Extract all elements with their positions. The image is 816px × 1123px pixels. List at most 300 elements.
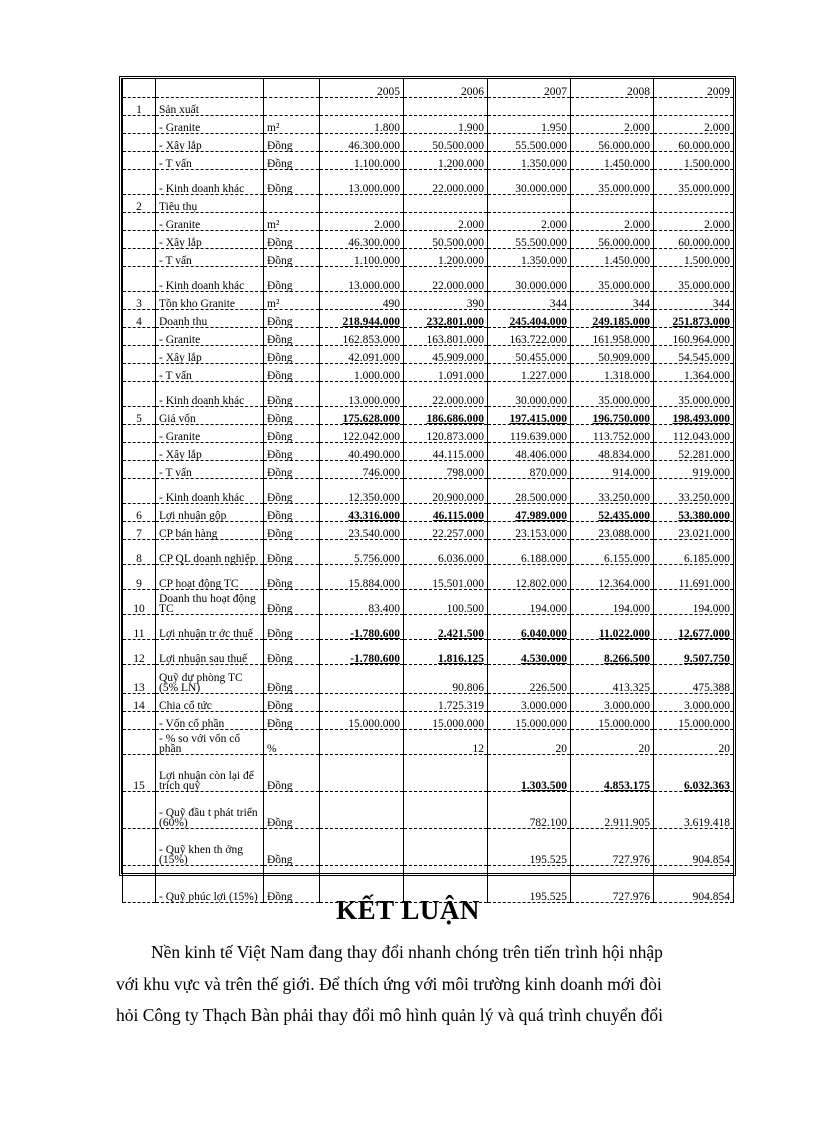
- row-unit-cell: Đồng: [264, 443, 320, 461]
- value-cell: 249.185.000: [571, 310, 654, 328]
- row-label-cell: - Kinh doanh khác: [156, 170, 264, 195]
- row-label-cell: - Vốn cổ phần: [156, 712, 264, 730]
- table-row: [123, 328, 734, 346]
- table-row: [123, 590, 734, 615]
- value-cell: 9.507.750: [654, 640, 734, 665]
- row-label-cell: - Xây lắp: [156, 346, 264, 364]
- value-cell: 2.000: [320, 213, 404, 231]
- row-unit-cell: Đồng: [264, 522, 320, 540]
- row-number-cell: 5: [123, 407, 156, 425]
- row-number-cell: 14: [123, 694, 156, 712]
- value-cell: 22.000.000: [404, 382, 488, 407]
- row-number-cell: 11: [123, 615, 156, 640]
- header-row: [123, 79, 734, 98]
- value-cell: 113.752.000: [571, 425, 654, 443]
- row-label-cell: Lợi nhuận còn lại để trích quỹ: [156, 755, 264, 792]
- value-cell: 23.540.000: [320, 522, 404, 540]
- row-number-cell: [123, 792, 156, 829]
- value-cell: 782.100: [488, 792, 571, 829]
- financial-table: [122, 79, 734, 903]
- value-cell: 1.350.000: [488, 152, 571, 170]
- table-row: [123, 792, 734, 829]
- value-cell: 175.628.000: [320, 407, 404, 425]
- value-cell: 197.415.000: [488, 407, 571, 425]
- row-label-cell: - Kinh doanh khác: [156, 479, 264, 504]
- value-cell: 232.801.000: [404, 310, 488, 328]
- value-cell: 30.000.000: [488, 267, 571, 292]
- value-cell: 163.801.000: [404, 328, 488, 346]
- table-row: [123, 425, 734, 443]
- value-cell: 35.000.000: [571, 382, 654, 407]
- value-cell: 2.000: [571, 116, 654, 134]
- value-cell: [488, 195, 571, 213]
- value-cell: 475.388: [654, 665, 734, 694]
- value-cell: 6.155.000: [571, 540, 654, 565]
- value-cell: 30.000.000: [488, 170, 571, 195]
- row-unit-cell: Đồng: [264, 755, 320, 792]
- row-label-cell: CP hoạt động TC: [156, 565, 264, 590]
- row-unit-cell: Đồng: [264, 267, 320, 292]
- value-cell: 162.853.000: [320, 328, 404, 346]
- value-cell: [320, 829, 404, 866]
- row-label-cell: Chia cổ tức: [156, 694, 264, 712]
- value-cell: 120.873.000: [404, 425, 488, 443]
- value-cell: 1.350.000: [488, 249, 571, 267]
- value-cell: 2.000: [404, 213, 488, 231]
- value-cell: 1.318.000: [571, 364, 654, 382]
- value-cell: 15.000.000: [404, 712, 488, 730]
- table-row: [123, 310, 734, 328]
- row-label-cell: - Kinh doanh khác: [156, 267, 264, 292]
- value-cell: 226.500: [488, 665, 571, 694]
- row-label-cell: - T vấn: [156, 152, 264, 170]
- financial-table-frame: [119, 76, 736, 903]
- value-cell: 1.500.000: [654, 152, 734, 170]
- header-label-cell: [156, 79, 264, 98]
- value-cell: 45.909.000: [404, 346, 488, 364]
- row-label-cell: - Xây lắp: [156, 231, 264, 249]
- value-cell: 3.000.000: [654, 694, 734, 712]
- value-cell: 122.042.000: [320, 425, 404, 443]
- value-cell: 55.500.000: [488, 134, 571, 152]
- table-row: [123, 116, 734, 134]
- value-cell: 13.000.000: [320, 267, 404, 292]
- value-cell: 60.000.000: [654, 231, 734, 249]
- row-number-cell: 15: [123, 755, 156, 792]
- row-label-cell: - Quỹ đầu t phát triển (60%): [156, 792, 264, 829]
- row-unit-cell: Đồng: [264, 590, 320, 615]
- row-unit-cell: Đồng: [264, 134, 320, 152]
- row-unit-cell: Đồng: [264, 615, 320, 640]
- row-label-cell: Lợi nhuận sau thuế: [156, 640, 264, 665]
- value-cell: 194.000: [488, 590, 571, 615]
- value-cell: 5.756.000: [320, 540, 404, 565]
- value-cell: 56.000.000: [571, 231, 654, 249]
- row-number-cell: [123, 116, 156, 134]
- value-cell: 1.100.000: [320, 249, 404, 267]
- row-number-cell: [123, 425, 156, 443]
- value-cell: 245.404.000: [488, 310, 571, 328]
- value-cell: 2.000: [488, 213, 571, 231]
- value-cell: 6.185.000: [654, 540, 734, 565]
- year-header: 2005: [320, 79, 404, 98]
- value-cell: 56.000.000: [571, 134, 654, 152]
- value-cell: 46.115.000: [404, 504, 488, 522]
- row-number-cell: [123, 213, 156, 231]
- row-number-cell: 13: [123, 665, 156, 694]
- value-cell: 28.500.000: [488, 479, 571, 504]
- row-number-cell: [123, 479, 156, 504]
- value-cell: -1.780.600: [320, 640, 404, 665]
- table-row: [123, 134, 734, 152]
- row-number-cell: 10: [123, 590, 156, 615]
- table-row: [123, 213, 734, 231]
- value-cell: 11.691.000: [654, 565, 734, 590]
- row-unit-cell: Đồng: [264, 310, 320, 328]
- row-number-cell: [123, 364, 156, 382]
- value-cell: 15.000.000: [488, 712, 571, 730]
- row-unit-cell: Đồng: [264, 665, 320, 694]
- conclusion-title: KẾT LUẬN: [336, 895, 480, 925]
- row-label-cell: Doanh thu hoạt động TC: [156, 590, 264, 615]
- value-cell: 35.000.000: [571, 267, 654, 292]
- paragraph-line: với khu vực và trên thế giới. Để thích ứng với môi trường kinh doanh mới đòi: [116, 973, 662, 994]
- value-cell: 198.493.000: [654, 407, 734, 425]
- table-row: [123, 461, 734, 479]
- row-number-cell: [123, 443, 156, 461]
- row-unit-cell: Đồng: [264, 382, 320, 407]
- row-label-cell: CP bán hàng: [156, 522, 264, 540]
- value-cell: 12.677.000: [654, 615, 734, 640]
- table-row: [123, 364, 734, 382]
- table-row: [123, 755, 734, 792]
- value-cell: 344: [571, 292, 654, 310]
- value-cell: 12: [404, 730, 488, 755]
- row-label-cell: - Granite: [156, 213, 264, 231]
- value-cell: 15.000.000: [654, 712, 734, 730]
- row-number-cell: 2: [123, 195, 156, 213]
- row-label-cell: Lợi nhuận tr ớc thuế: [156, 615, 264, 640]
- table-row: [123, 522, 734, 540]
- value-cell: 6.036.000: [404, 540, 488, 565]
- value-cell: 46.300.000: [320, 231, 404, 249]
- row-unit-cell: Đồng: [264, 461, 320, 479]
- value-cell: 54.545.000: [654, 346, 734, 364]
- table-row: [123, 665, 734, 694]
- row-label-cell: - T vấn: [156, 461, 264, 479]
- value-cell: 23.153.000: [488, 522, 571, 540]
- value-cell: 50.500.000: [404, 134, 488, 152]
- value-cell: [654, 195, 734, 213]
- value-cell: [571, 195, 654, 213]
- table-row: [123, 267, 734, 292]
- row-number-cell: 4: [123, 310, 156, 328]
- value-cell: 50.455.000: [488, 346, 571, 364]
- value-cell: 2.000: [654, 116, 734, 134]
- value-cell: 1.100.000: [320, 152, 404, 170]
- value-cell: [320, 694, 404, 712]
- value-cell: 90.806: [404, 665, 488, 694]
- row-label-cell: Quỹ dự phòng TC (5% LN): [156, 665, 264, 694]
- value-cell: 15.000.000: [320, 712, 404, 730]
- value-cell: 40.490.000: [320, 443, 404, 461]
- value-cell: 344: [488, 292, 571, 310]
- value-cell: 48.834.000: [571, 443, 654, 461]
- table-row: [123, 829, 734, 866]
- table-row: [123, 382, 734, 407]
- value-cell: 43.316.000: [320, 504, 404, 522]
- value-cell: 15.884.000: [320, 565, 404, 590]
- value-cell: 1.725.319: [404, 694, 488, 712]
- value-cell: [404, 195, 488, 213]
- value-cell: 160.964.000: [654, 328, 734, 346]
- paragraph-line: hỏi Công ty Thạch Bàn phải thay đổi mô hình quản lý và quá trình chuyển đổi: [116, 1005, 663, 1025]
- row-label-cell: - T vấn: [156, 364, 264, 382]
- row-label-cell: - Quỹ phúc lợi (15%): [156, 866, 264, 903]
- value-cell: 53.380.000: [654, 504, 734, 522]
- table-row: [123, 712, 734, 730]
- value-cell: 1.450.000: [571, 249, 654, 267]
- table-row: [123, 292, 734, 310]
- table-row: [123, 730, 734, 755]
- row-unit-cell: [264, 195, 320, 213]
- value-cell: 4.853.175: [571, 755, 654, 792]
- table-row: [123, 231, 734, 249]
- row-unit-cell: Đồng: [264, 565, 320, 590]
- value-cell: [320, 195, 404, 213]
- value-cell: 35.000.000: [571, 170, 654, 195]
- table-row: [123, 346, 734, 364]
- row-unit-cell: Đồng: [264, 364, 320, 382]
- row-unit-cell: Đồng: [264, 792, 320, 829]
- value-cell: 83.400: [320, 590, 404, 615]
- table-row: [123, 504, 734, 522]
- row-label-cell: Lợi nhuận gộp: [156, 504, 264, 522]
- value-cell: 1.816.125: [404, 640, 488, 665]
- row-label-cell: - Xây lắp: [156, 134, 264, 152]
- value-cell: [404, 98, 488, 116]
- value-cell: 186.686.000: [404, 407, 488, 425]
- value-cell: 20: [571, 730, 654, 755]
- row-unit-cell: m²: [264, 292, 320, 310]
- value-cell: 15.501.000: [404, 565, 488, 590]
- value-cell: 48.406.000: [488, 443, 571, 461]
- row-unit-cell: Đồng: [264, 328, 320, 346]
- row-label-cell: Tiêu thụ: [156, 195, 264, 213]
- row-label-cell: - Quỹ khen th ởng (15%): [156, 829, 264, 866]
- row-unit-cell: %: [264, 730, 320, 755]
- value-cell: 1.900: [404, 116, 488, 134]
- value-cell: 390: [404, 292, 488, 310]
- value-cell: [488, 98, 571, 116]
- value-cell: 2.000: [571, 213, 654, 231]
- value-cell: 23.088.000: [571, 522, 654, 540]
- value-cell: 1.950: [488, 116, 571, 134]
- value-cell: 870.000: [488, 461, 571, 479]
- row-number-cell: 9: [123, 565, 156, 590]
- row-label-cell: - T vấn: [156, 249, 264, 267]
- row-unit-cell: Đồng: [264, 866, 320, 903]
- value-cell: 746.000: [320, 461, 404, 479]
- value-cell: 15.000.000: [571, 712, 654, 730]
- table-row: [123, 694, 734, 712]
- value-cell: 11.022.000: [571, 615, 654, 640]
- row-unit-cell: Đồng: [264, 170, 320, 195]
- value-cell: 3.000.000: [571, 694, 654, 712]
- value-cell: 22.000.000: [404, 267, 488, 292]
- value-cell: 44.115.000: [404, 443, 488, 461]
- year-header: 2007: [488, 79, 571, 98]
- value-cell: 13.000.000: [320, 170, 404, 195]
- table-row: [123, 195, 734, 213]
- value-cell: 2.000: [654, 213, 734, 231]
- value-cell: 1.303.500: [488, 755, 571, 792]
- value-cell: 12.364.000: [571, 565, 654, 590]
- value-cell: 35.000.000: [654, 267, 734, 292]
- row-number-cell: [123, 346, 156, 364]
- row-unit-cell: [264, 98, 320, 116]
- value-cell: [320, 755, 404, 792]
- row-number-cell: [123, 712, 156, 730]
- value-cell: [654, 98, 734, 116]
- row-number-cell: 12: [123, 640, 156, 665]
- value-cell: 20.900.000: [404, 479, 488, 504]
- value-cell: 35.000.000: [654, 382, 734, 407]
- row-number-cell: [123, 134, 156, 152]
- value-cell: 1.450.000: [571, 152, 654, 170]
- value-cell: 22.257.000: [404, 522, 488, 540]
- row-number-cell: [123, 730, 156, 755]
- value-cell: 22.000.000: [404, 170, 488, 195]
- value-cell: -1.780.600: [320, 615, 404, 640]
- value-cell: 344: [654, 292, 734, 310]
- row-label-cell: CP QL doanh nghiệp: [156, 540, 264, 565]
- value-cell: 112.043.000: [654, 425, 734, 443]
- table-row: [123, 249, 734, 267]
- row-number-cell: 6: [123, 504, 156, 522]
- value-cell: [404, 755, 488, 792]
- table-row: [123, 407, 734, 425]
- row-label-cell: - Xây lắp: [156, 443, 264, 461]
- value-cell: 30.000.000: [488, 382, 571, 407]
- table-row: [123, 98, 734, 116]
- row-unit-cell: Đồng: [264, 407, 320, 425]
- value-cell: 33.250.000: [571, 479, 654, 504]
- value-cell: 6.032.363: [654, 755, 734, 792]
- value-cell: 42.091.000: [320, 346, 404, 364]
- value-cell: 20: [488, 730, 571, 755]
- value-cell: 1.227.000: [488, 364, 571, 382]
- value-cell: 904.854: [654, 866, 734, 903]
- value-cell: 12.350.000: [320, 479, 404, 504]
- row-unit-cell: m²: [264, 213, 320, 231]
- value-cell: 33.250.000: [654, 479, 734, 504]
- value-cell: 1.200.000: [404, 249, 488, 267]
- value-cell: 194.000: [571, 590, 654, 615]
- value-cell: 727.976: [571, 866, 654, 903]
- value-cell: [320, 665, 404, 694]
- row-number-cell: [123, 267, 156, 292]
- value-cell: 798.000: [404, 461, 488, 479]
- value-cell: 218.944.000: [320, 310, 404, 328]
- row-label-cell: Sản xuất: [156, 98, 264, 116]
- table-row: [123, 540, 734, 565]
- row-number-cell: 3: [123, 292, 156, 310]
- value-cell: 195.525: [488, 866, 571, 903]
- value-cell: 194.000: [654, 590, 734, 615]
- value-cell: 119.639.000: [488, 425, 571, 443]
- row-unit-cell: m²: [264, 116, 320, 134]
- value-cell: 52.435.000: [571, 504, 654, 522]
- value-cell: 490: [320, 292, 404, 310]
- row-label-cell: - % so với vốn cổ phần: [156, 730, 264, 755]
- header-no-cell: [123, 79, 156, 98]
- value-cell: 12.802.000: [488, 565, 571, 590]
- row-unit-cell: Đồng: [264, 829, 320, 866]
- row-number-cell: [123, 382, 156, 407]
- row-unit-cell: Đồng: [264, 640, 320, 665]
- value-cell: 100.500: [404, 590, 488, 615]
- row-unit-cell: Đồng: [264, 712, 320, 730]
- value-cell: 195.525: [488, 829, 571, 866]
- value-cell: 2.911.905: [571, 792, 654, 829]
- row-unit-cell: Đồng: [264, 249, 320, 267]
- value-cell: 727.976: [571, 829, 654, 866]
- row-unit-cell: Đồng: [264, 425, 320, 443]
- value-cell: 2.421.500: [404, 615, 488, 640]
- row-unit-cell: Đồng: [264, 152, 320, 170]
- header-unit-cell: [264, 79, 320, 98]
- row-unit-cell: Đồng: [264, 479, 320, 504]
- row-label-cell: - Granite: [156, 328, 264, 346]
- value-cell: 919.000: [654, 461, 734, 479]
- row-number-cell: [123, 829, 156, 866]
- table-row: [123, 152, 734, 170]
- value-cell: [404, 829, 488, 866]
- row-number-cell: [123, 170, 156, 195]
- value-cell: 50.909.000: [571, 346, 654, 364]
- row-unit-cell: Đồng: [264, 504, 320, 522]
- value-cell: 251.873.000: [654, 310, 734, 328]
- table-row: [123, 565, 734, 590]
- table-row: [123, 479, 734, 504]
- value-cell: 50.500.000: [404, 231, 488, 249]
- value-cell: 161.958.000: [571, 328, 654, 346]
- value-cell: 60.000.000: [654, 134, 734, 152]
- table-row: [123, 170, 734, 195]
- value-cell: 3.619.418: [654, 792, 734, 829]
- row-number-cell: 8: [123, 540, 156, 565]
- row-number-cell: [123, 152, 156, 170]
- value-cell: 8.266.500: [571, 640, 654, 665]
- value-cell: 1.091.000: [404, 364, 488, 382]
- value-cell: 904.854: [654, 829, 734, 866]
- value-cell: 914.000: [571, 461, 654, 479]
- value-cell: 20: [654, 730, 734, 755]
- value-cell: [320, 792, 404, 829]
- value-cell: 1.500.000: [654, 249, 734, 267]
- year-header: 2006: [404, 79, 488, 98]
- row-label-cell: - Kinh doanh khác: [156, 382, 264, 407]
- value-cell: 55.500.000: [488, 231, 571, 249]
- row-number-cell: [123, 249, 156, 267]
- row-number-cell: [123, 328, 156, 346]
- value-cell: 35.000.000: [654, 170, 734, 195]
- table-row: [123, 443, 734, 461]
- value-cell: 46.300.000: [320, 134, 404, 152]
- value-cell: 3.000.000: [488, 694, 571, 712]
- row-label-cell: - Granite: [156, 116, 264, 134]
